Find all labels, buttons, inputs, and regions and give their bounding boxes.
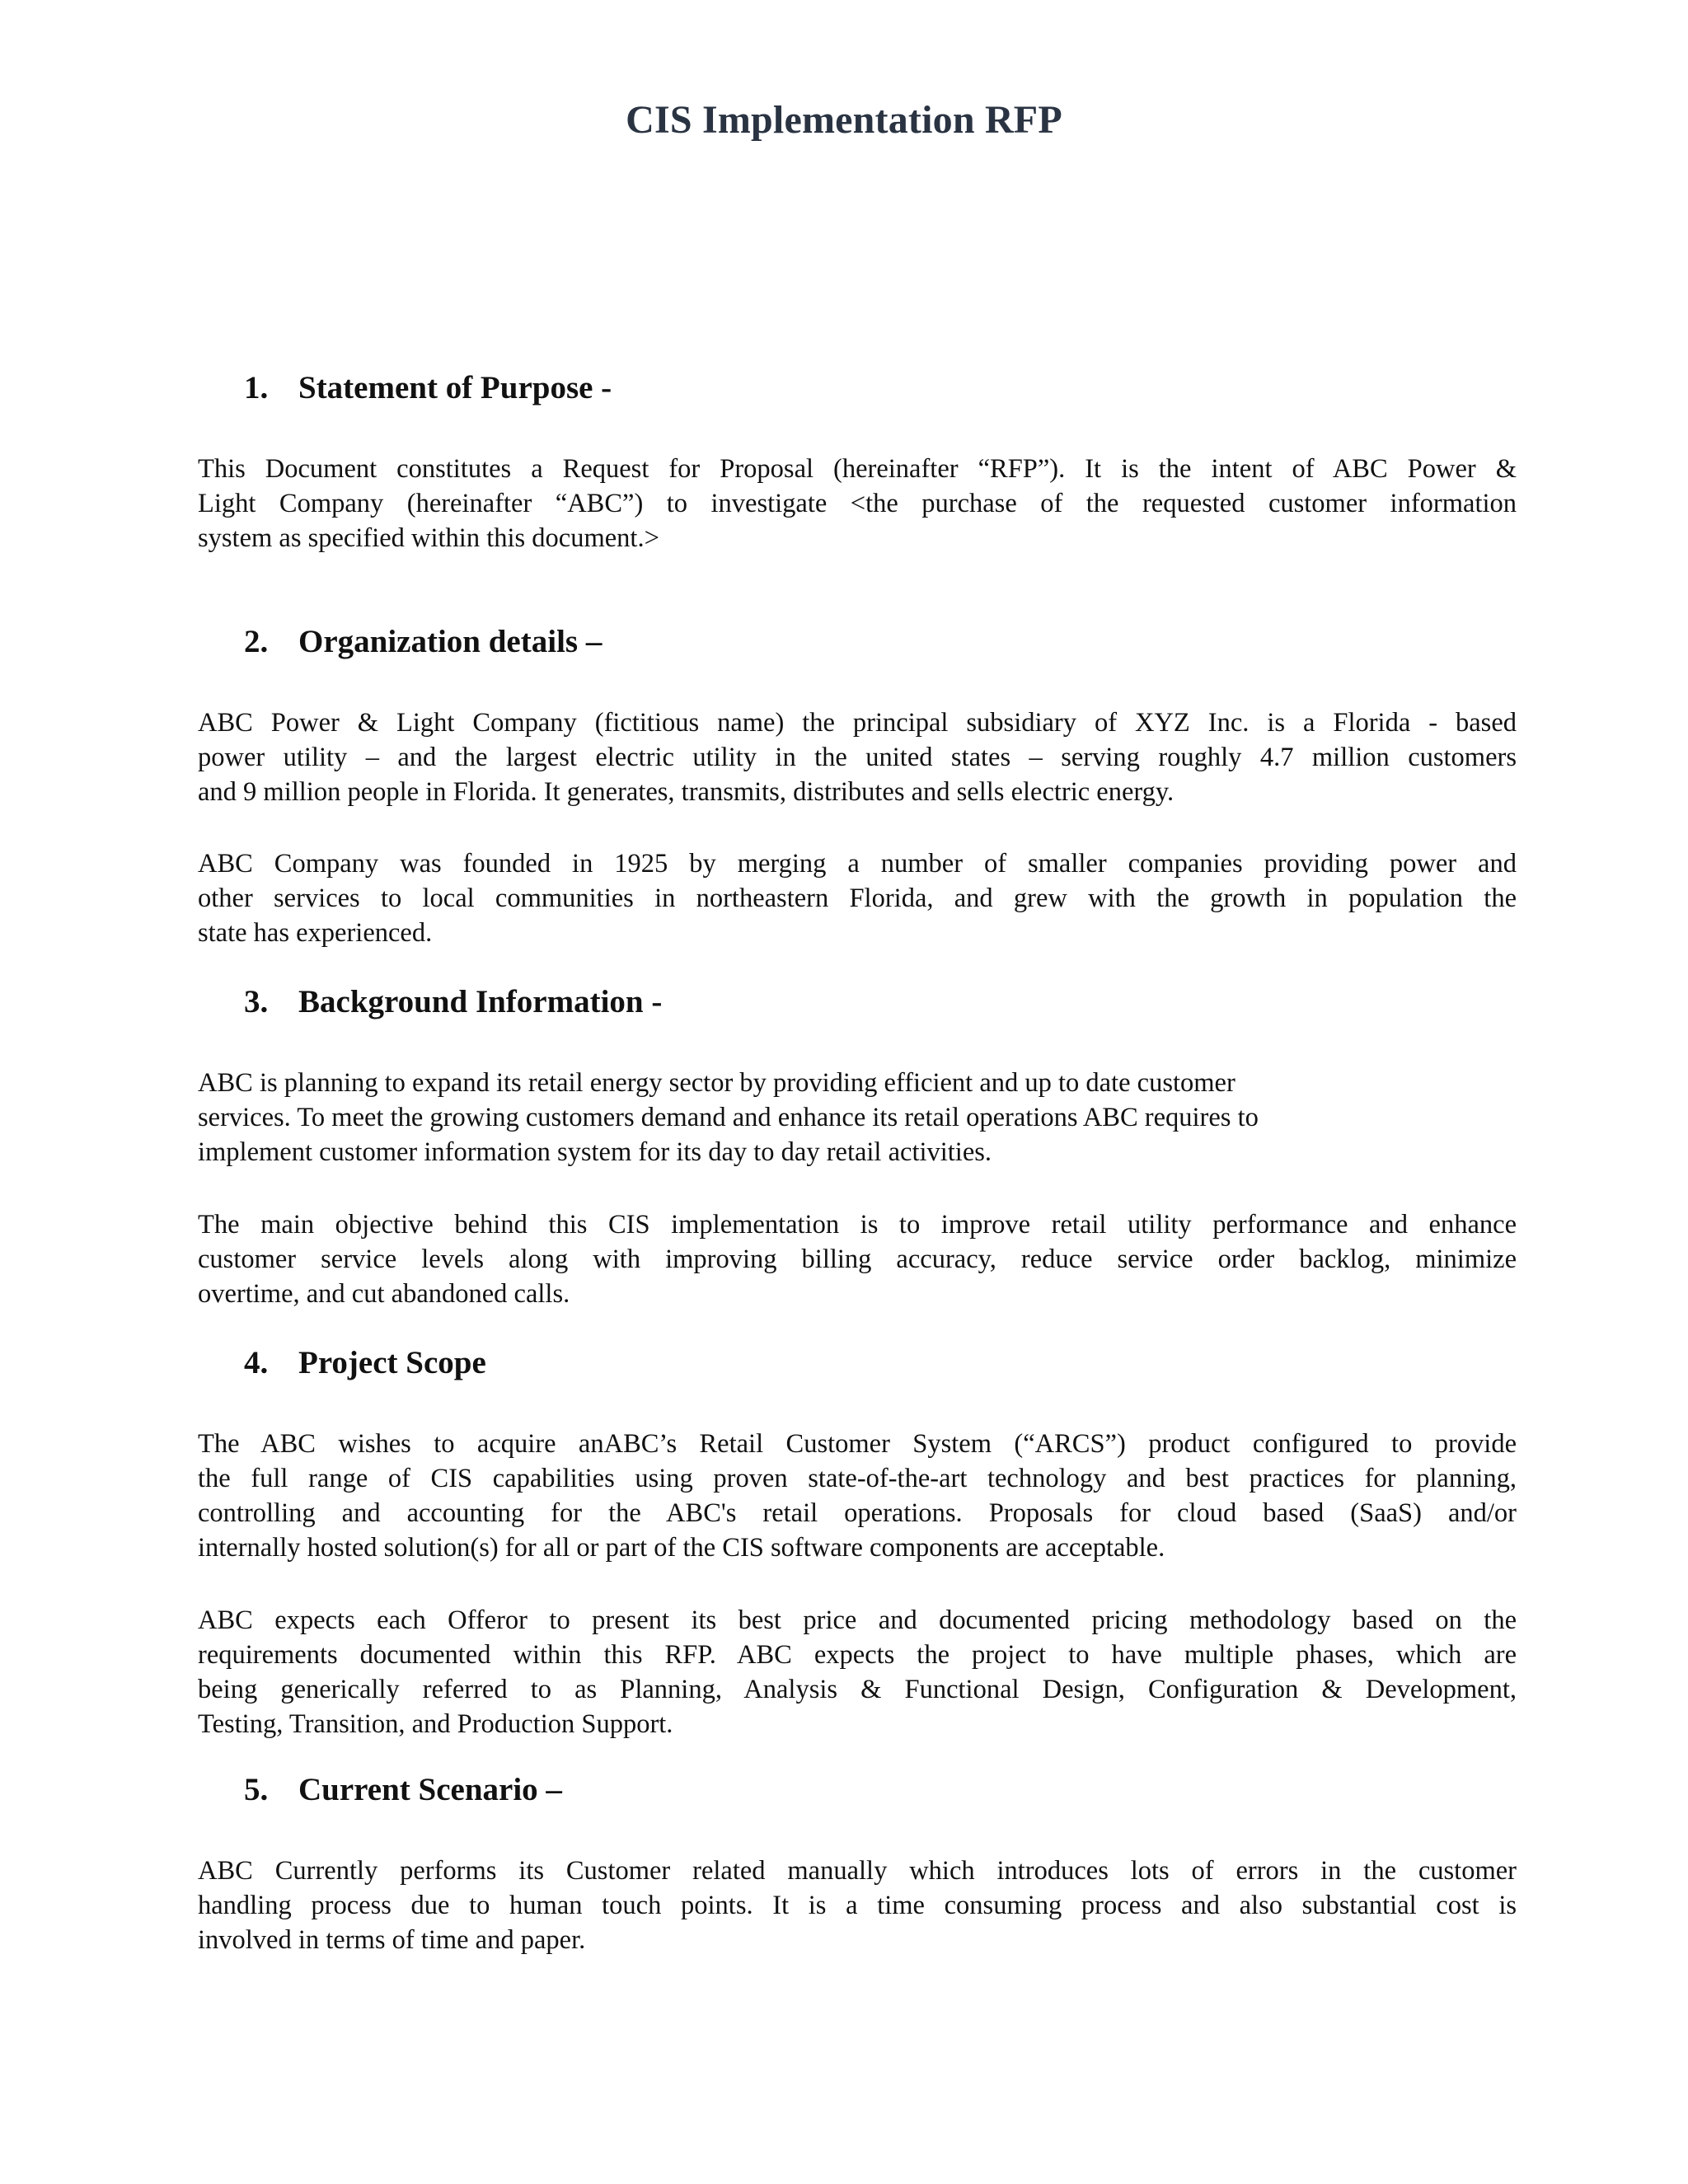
paragraph-line: the full range of CIS capabilities using proven state-of-the-art technology and best practices for planning,: [198, 1464, 1517, 1493]
section-heading-project-scope: [244, 1344, 486, 1381]
paragraph-line: and 9 million people in Florida. It generates, transmits, distributes and sells electric energy.: [198, 777, 1175, 807]
section-heading-background-information: [244, 983, 662, 1020]
paragraph-line: services. To meet the growing customers demand and enhance its retail operations ABC requires to: [198, 1103, 1259, 1132]
paragraph-line: ABC expects each Offeror to present its best price and documented pricing methodology based on the: [198, 1605, 1517, 1635]
paragraph-line: ABC Power & Light Company (fictitious name) the principal subsidiary of XYZ Inc. is a Florida - based: [198, 708, 1517, 738]
paragraph-organization-details-1: [198, 705, 1517, 809]
section-title: Project Scope: [298, 1345, 486, 1380]
section-title: Statement of Purpose -: [298, 370, 612, 405]
section-number: 1.: [244, 370, 269, 405]
paragraph-project-scope-1: [198, 1427, 1517, 1565]
section-title: Current Scenario –: [298, 1772, 562, 1807]
paragraph-line: overtime, and cut abandoned calls.: [198, 1279, 570, 1309]
section-title: Organization details –: [298, 624, 603, 659]
paragraph-line: system as specified within this document.>: [198, 523, 659, 553]
section-title: Background Information -: [298, 984, 663, 1019]
section-number: 2.: [244, 624, 269, 659]
paragraph-line: being generically referred to as Planning, Analysis & Functional Design, Configuration & Development,: [198, 1675, 1517, 1704]
document-title: CIS Implementation RFP: [626, 98, 1062, 142]
paragraph-line: internally hosted solution(s) for all or part of the CIS software components are acceptable.: [198, 1533, 1165, 1563]
paragraph-line: customer service levels along with improving billing accuracy, reduce service order backlog, minimize: [198, 1244, 1517, 1274]
paragraph-background-information-1: [198, 1066, 1517, 1169]
paragraph-line: power utility – and the largest electric utility in the united states – serving roughly 4.7 million customers: [198, 743, 1517, 772]
paragraph-line: This Document constitutes a Request for Proposal (hereinafter “RFP”). It is the intent of ABC Power &: [198, 454, 1517, 484]
section-number: 5.: [244, 1772, 269, 1807]
paragraph-line: The ABC wishes to acquire anABC’s Retail Customer System (“ARCS”) product configured to provide: [198, 1429, 1517, 1459]
paragraph-line: state has experienced.: [198, 918, 433, 948]
paragraph-line: involved in terms of time and paper.: [198, 1925, 586, 1955]
paragraph-line: controlling and accounting for the ABC's retail operations. Proposals for cloud based (SaaS) and/or: [198, 1498, 1517, 1528]
section-heading-organization-details: [244, 623, 602, 660]
paragraph-project-scope-2: [198, 1603, 1517, 1741]
paragraph-line: Testing, Transition, and Production Support.: [198, 1709, 673, 1739]
paragraph-line: ABC is planning to expand its retail energy sector by providing efficient and up to date customer: [198, 1068, 1236, 1098]
paragraph-statement-of-purpose: [198, 452, 1517, 555]
section-number: 3.: [244, 984, 269, 1019]
paragraph-line: ABC Currently performs its Customer related manually which introduces lots of errors in the customer: [198, 1856, 1517, 1886]
paragraph-line: requirements documented within this RFP. ABC expects the project to have multiple phases, which are: [198, 1640, 1517, 1670]
paragraph-line: handling process due to human touch points. It is a time consuming process and also substantial cost is: [198, 1891, 1517, 1920]
paragraph-line: The main objective behind this CIS implementation is to improve retail utility performance and enhance: [198, 1210, 1517, 1240]
paragraph-line: Light Company (hereinafter “ABC”) to investigate <the purchase of the requested customer information: [198, 489, 1517, 518]
paragraph-organization-details-2: [198, 846, 1517, 950]
paragraph-line: other services to local communities in northeastern Florida, and grew with the growth in population the: [198, 883, 1517, 913]
paragraph-current-scenario: [198, 1854, 1517, 1957]
paragraph-line: ABC Company was founded in 1925 by merging a number of smaller companies providing power and: [198, 849, 1517, 879]
section-number: 4.: [244, 1345, 269, 1380]
paragraph-line: implement customer information system for its day to day retail activities.: [198, 1137, 992, 1167]
section-heading-current-scenario: [244, 1771, 562, 1808]
section-heading-statement-of-purpose: [244, 369, 612, 406]
paragraph-background-information-2: [198, 1207, 1517, 1311]
